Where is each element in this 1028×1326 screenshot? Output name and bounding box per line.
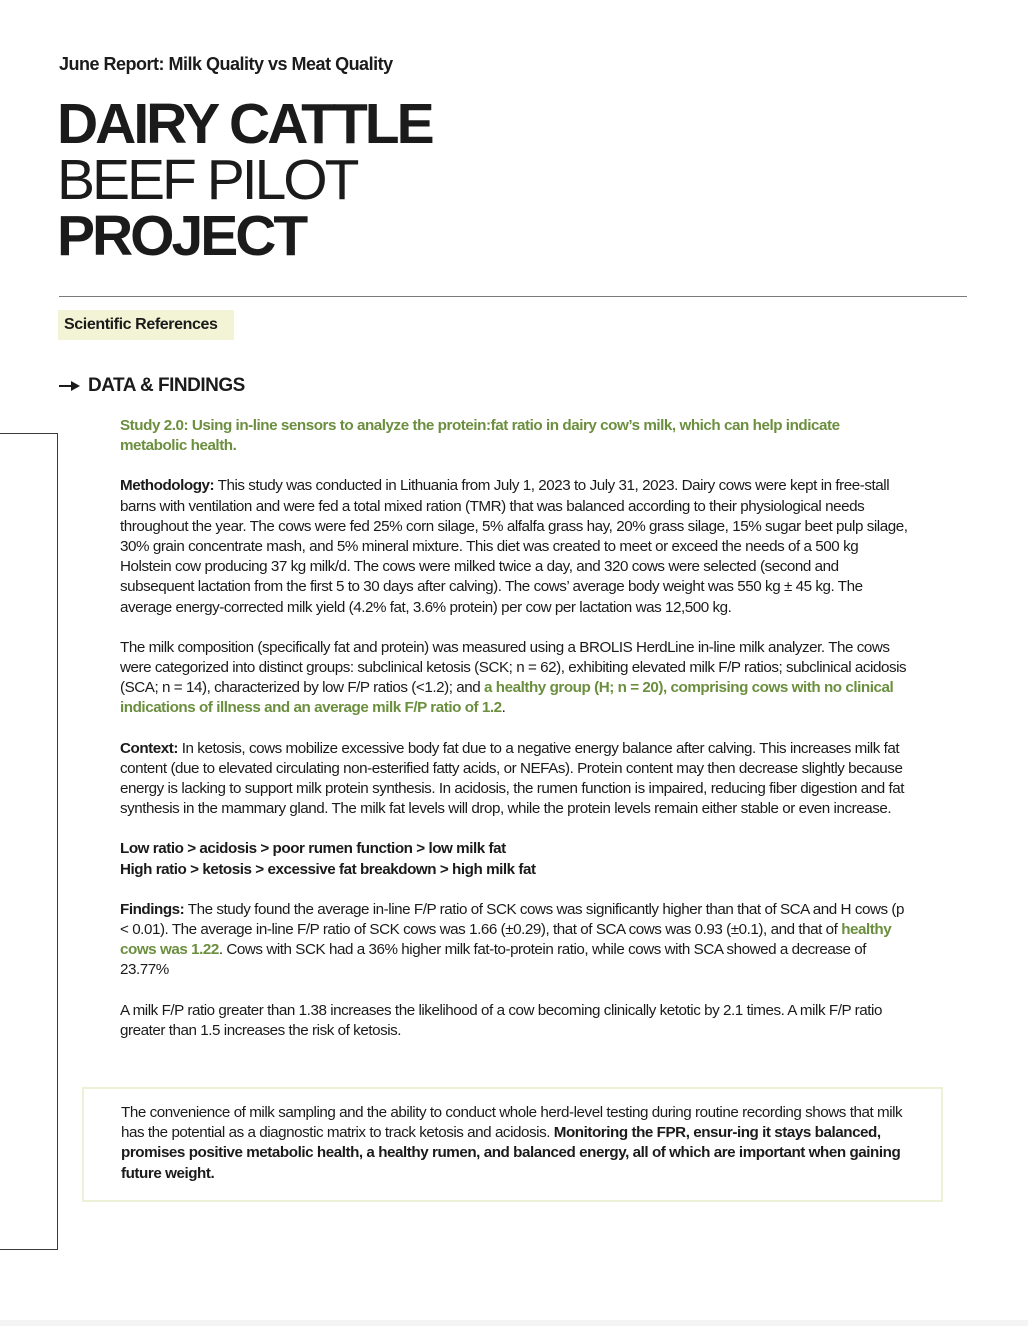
page-bottom-edge xyxy=(0,1320,1028,1326)
callout-bold-text: Monitoring the FPR, ensur-ing it stays balanced, promises positive metabolic health, a healthy rumen, and balanced energy, all of which are important when gaining future weight. xyxy=(121,1124,901,1182)
findings-end: . Cows with SCK had a 36% higher milk fat-to-protein ratio, while cows with SCA showed a decrease of 23.77% xyxy=(120,941,867,979)
title-line-2: BEEF PILOT xyxy=(57,148,357,212)
methodology-label: Methodology: xyxy=(120,477,215,495)
section-heading xyxy=(59,375,245,397)
methodology-text: This study was conducted in Lithuania from July 1, 2023 to July 31, 2023. Dairy cows were kept in free-stall barns with ventilation and were fed a total mixed ration (TMR) that was balanced according to their physiological needs throughout the year. The cows were fed 25% corn silage, 5% alfalfa grass hay, 20% grass silage, 15% sugar beet pulp silage, 30% grain concentrate mash, and 5% mineral mixture. This diet was created to meet or exceed the needs of a 500 kg Holstein cow producing 37 kg milk/d. The cows were milked twice a day, and 320 cows were selected (second and subsequent lactation from the first 5 to 30 days after calving). The cows’ average body weight was 550 kg ± 45 kg. The average energy-corrected milk yield (4.2% fat, 3.6% protein) per cow per lactation was 12,500 kg. xyxy=(120,477,908,616)
study-title: Study 2.0: Using in-line sensors to analyze the protein:fat ratio in dairy cow’s milk, which can help indicate metabolic health. xyxy=(120,417,840,455)
title-line-1: DAIRY CATTLE xyxy=(57,92,432,156)
composition-end: . xyxy=(501,699,506,717)
findings-highlight: healthy cows was 1.22 xyxy=(120,921,892,959)
risk-paragraph: A milk F/P ratio greater than 1.38 increases the likelihood of a cow becoming clinically ketotic by 2.1 times. A milk F/P ratio greater than 1.5 increases the risk of ketosis. xyxy=(120,1001,882,1039)
context-text: In ketosis, cows mobilize excessive body fat due to a negative energy balance after calving. This increases milk fat content (due to elevated circulating non-esterified fatty acids, or NEFAs). Protein content may then decrease slightly because energy is lacking to support milk protein synthesis. In acidosis, the rumen function is impaired, reducing fiber digestion and fat synthesis in the mammary gland. The milk fat levels will drop, while the protein levels remain either stable or even increase. xyxy=(120,739,904,818)
header-divider xyxy=(59,296,967,297)
ratio-high: High ratio > ketosis > excessive fat breakdown > high milk fat xyxy=(120,860,536,878)
findings-text: The study found the average in-line F/P ratio of SCK cows was significantly higher than that of SCA and H cows (p < 0.01). The average in-line F/P ratio of SCK cows was 1.66 (±0.29), that of SCA cows was 0.93 (±0.1), and that of xyxy=(120,900,905,939)
methodology-paragraph xyxy=(120,476,910,617)
study-content xyxy=(120,416,910,1061)
scientific-references-tag: Scientific References xyxy=(58,310,234,340)
findings-label: Findings: xyxy=(120,900,185,918)
ratio-low: Low ratio > acidosis > poor rumen function > low milk fat xyxy=(120,840,506,858)
callout-text: The convenience of milk sampling and the ability to conduct whole herd-level testing during routine recording shows that milk has the potential as a diagnostic matrix to track ketosis and acidosis. xyxy=(121,1104,903,1142)
page-title xyxy=(57,92,432,268)
ratio-summary xyxy=(120,839,910,879)
report-label: June Report: Milk Quality vs Meat Quality xyxy=(59,54,393,74)
section-heading-text: DATA & FINDINGS xyxy=(88,375,245,396)
context-label: Context: xyxy=(120,739,178,757)
composition-paragraph xyxy=(120,638,910,719)
context-paragraph xyxy=(120,739,910,820)
conclusion-callout xyxy=(82,1087,943,1202)
composition-highlight: a healthy group (H; n = 20), comprising cows with no clinical indications of illness and an average milk F/P ratio of 1.2 xyxy=(120,679,894,717)
right-arrow-icon xyxy=(59,381,80,391)
title-line-3: PROJECT xyxy=(57,204,306,268)
side-bracket xyxy=(0,433,58,1250)
composition-text: The milk composition (specifically fat and protein) was measured using a BROLIS HerdLine in-line milk analyzer. The cows were categorized into distinct groups: subclinical ketosis (SCK; n = 62), exhibiting elevated milk F/P ratios; subclinical acidosis (SCA; n = 14), characterized by low F/P ratios (<1.2); and xyxy=(120,638,907,697)
findings-paragraph xyxy=(120,900,910,981)
